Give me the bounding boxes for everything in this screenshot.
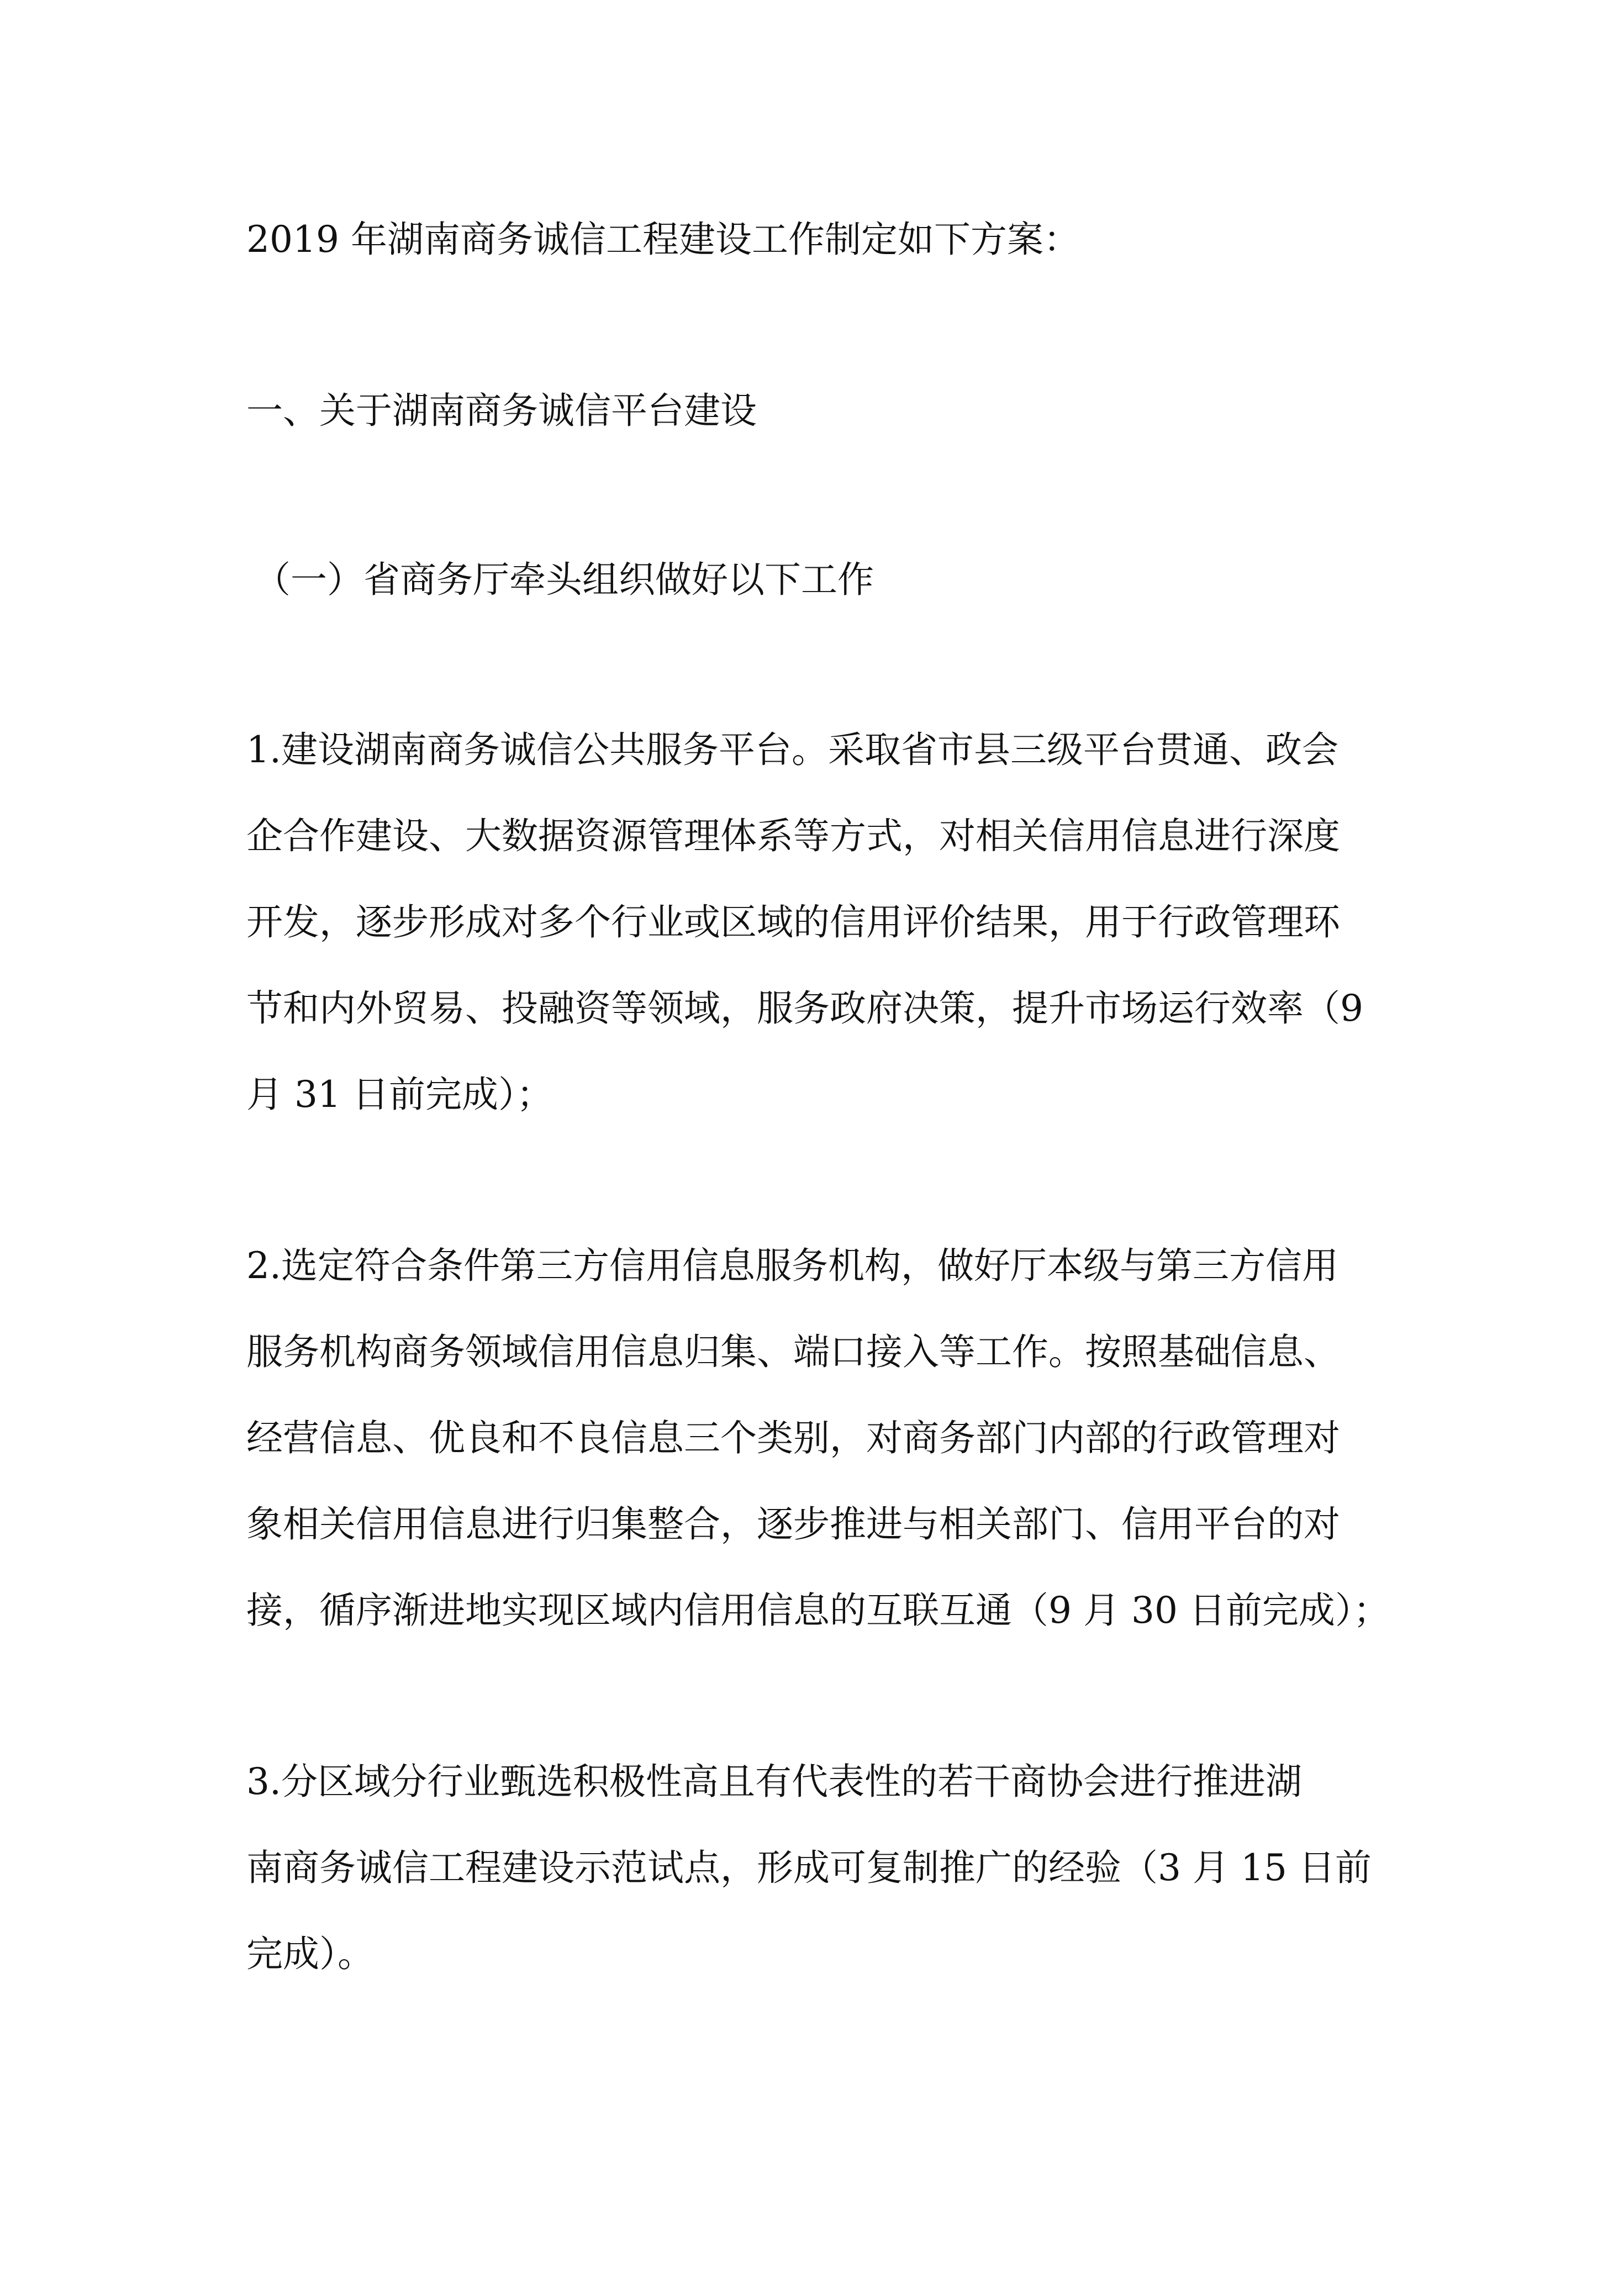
- paragraph-2-line-2: 服务机构商务领域信用信息归集、端口接入等工作。按照基础信息、: [246, 1331, 1340, 1373]
- paragraph-3-line-1: 3.分区域分行业甄选积极性高且有代表性的若干商协会进行推进湖: [246, 1760, 1302, 1803]
- paragraph-1-line-5: 月 31 日前完成）；: [246, 1073, 553, 1116]
- section-heading: 一、关于湖南商务诚信平台建设: [246, 389, 757, 432]
- paragraph-2-line-1: 2.选定符合条件第三方信用信息服务机构，做好厅本级与第三方信用: [246, 1244, 1338, 1287]
- paragraph-3-line-2: 南商务诚信工程建设示范试点，形成可复制推广的经验（3 月 15 日前: [246, 1846, 1372, 1889]
- paragraph-2-line-3: 经营信息、优良和不良信息三个类别，对商务部门内部的行政管理对: [246, 1417, 1340, 1459]
- subsection-heading: （一）省商务厅牵头组织做好以下工作: [254, 558, 874, 601]
- paragraph-1-line-1: 1.建设湖南商务诚信公共服务平台。采取省市县三级平台贯通、政会: [246, 729, 1338, 771]
- paragraph-1-line-3: 开发，逐步形成对多个行业或区域的信用评价结果，用于行政管理环: [246, 901, 1340, 943]
- paragraph-2-line-5: 接，循序渐进地实现区域内信用信息的互联互通（9 月 30 日前完成）；: [246, 1589, 1390, 1632]
- paragraph-1-line-2: 企合作建设、大数据资源管理体系等方式，对相关信用信息进行深度: [246, 815, 1340, 857]
- paragraph-2-line-4: 象相关信用信息进行归集整合，逐步推进与相关部门、信用平台的对: [246, 1503, 1340, 1545]
- intro-line: 2019 年湖南商务诚信工程建设工作制定如下方案：: [246, 218, 1080, 261]
- paragraph-1-line-4: 节和内外贸易、投融资等领域，服务政府决策，提升市场运行效率（9: [246, 987, 1363, 1030]
- paragraph-3-line-3: 完成）。: [246, 1933, 374, 1975]
